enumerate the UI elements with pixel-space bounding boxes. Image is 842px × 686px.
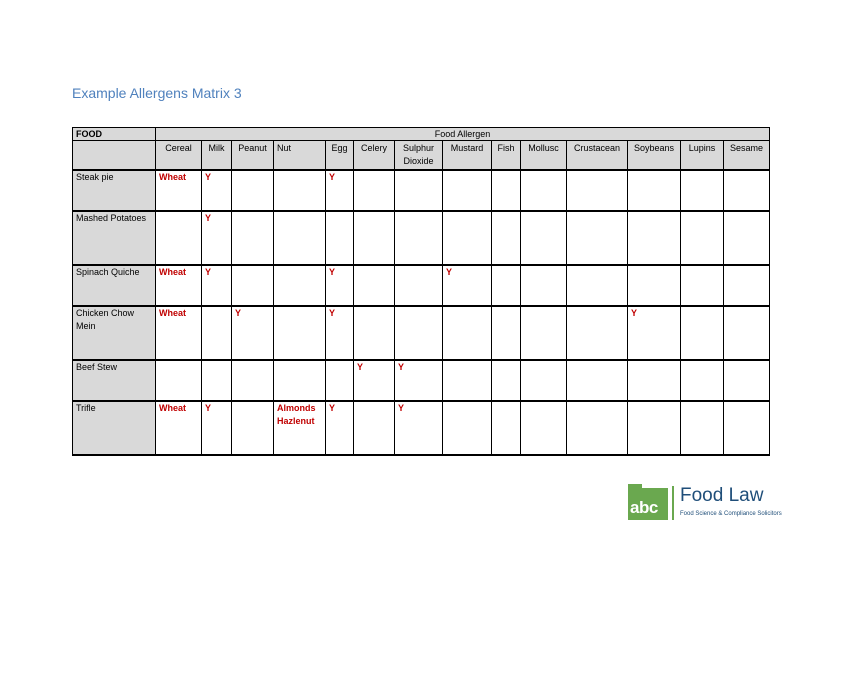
table-row <box>73 360 770 401</box>
allergen-value-cell: Y <box>395 401 443 455</box>
allergen-header: Cereal <box>156 141 202 171</box>
allergen-value-cell <box>724 211 770 265</box>
allergen-header: Celery <box>354 141 395 171</box>
allergen-value-cell: Y <box>628 306 681 360</box>
allergen-value-cell <box>156 211 202 265</box>
allergen-value-cell <box>724 360 770 401</box>
table-row <box>73 265 770 306</box>
food-name-cell: Mashed Potatoes <box>73 211 156 265</box>
logo-mark <box>628 488 668 520</box>
allergen-value-cell <box>521 306 567 360</box>
food-column-header: FOOD <box>73 128 156 141</box>
allergen-value-cell <box>492 211 521 265</box>
allergen-value-cell <box>492 401 521 455</box>
allergen-value-cell <box>521 170 567 211</box>
allergen-value-cell: Y <box>326 306 354 360</box>
allergen-value-cell <box>681 401 724 455</box>
allergen-value-cell: Almonds Hazlenut <box>274 401 326 455</box>
allergen-value-cell <box>628 265 681 306</box>
allergen-value-cell <box>326 211 354 265</box>
allergen-value-cell <box>443 306 492 360</box>
allergen-value-cell <box>628 170 681 211</box>
allergen-value-cell <box>521 211 567 265</box>
allergen-value-cell: Wheat <box>156 306 202 360</box>
allergen-value-cell <box>443 170 492 211</box>
allergen-value-cell <box>567 360 628 401</box>
allergen-value-cell <box>395 170 443 211</box>
logo-mark-notch <box>628 484 642 490</box>
allergen-value-cell <box>521 360 567 401</box>
allergen-value-cell <box>395 211 443 265</box>
header-row-1 <box>73 128 770 141</box>
table-row <box>73 401 770 455</box>
allergen-value-cell <box>232 211 274 265</box>
allergen-value-cell <box>492 170 521 211</box>
allergen-value-cell <box>521 265 567 306</box>
allergen-value-cell: Y <box>395 360 443 401</box>
table-row <box>73 211 770 265</box>
allergen-value-cell <box>628 211 681 265</box>
allergen-value-cell <box>567 170 628 211</box>
allergen-value-cell <box>202 306 232 360</box>
allergen-value-cell <box>567 265 628 306</box>
allergen-header: Egg <box>326 141 354 171</box>
allergen-value-cell <box>395 265 443 306</box>
allergen-value-cell <box>492 360 521 401</box>
food-name-cell: Spinach Quiche <box>73 265 156 306</box>
allergen-value-cell <box>232 401 274 455</box>
allergen-header: Sesame <box>724 141 770 171</box>
allergen-value-cell <box>443 401 492 455</box>
allergen-value-cell <box>724 306 770 360</box>
food-header-blank <box>73 141 156 171</box>
allergen-value-cell: Wheat <box>156 401 202 455</box>
allergen-value-cell: Y <box>326 401 354 455</box>
allergen-value-cell <box>567 211 628 265</box>
allergen-value-cell <box>628 360 681 401</box>
allergen-value-cell <box>274 306 326 360</box>
allergen-matrix-table <box>72 127 770 456</box>
allergen-value-cell <box>443 360 492 401</box>
allergen-value-cell <box>628 401 681 455</box>
allergen-value-cell <box>724 170 770 211</box>
allergen-header: Peanut <box>232 141 274 171</box>
allergen-value-cell: Y <box>202 170 232 211</box>
allergen-value-cell <box>395 306 443 360</box>
allergen-value-cell <box>354 265 395 306</box>
food-name-cell: Chicken Chow Mein <box>73 306 156 360</box>
allergen-value-cell <box>232 360 274 401</box>
logo-name: Food Law <box>680 485 764 506</box>
allergen-value-cell <box>232 265 274 306</box>
allergen-value-cell <box>492 306 521 360</box>
allergen-value-cell: Y <box>202 265 232 306</box>
allergen-value-cell <box>492 265 521 306</box>
allergen-value-cell <box>681 306 724 360</box>
allergen-value-cell <box>681 211 724 265</box>
allergen-value-cell: Y <box>326 265 354 306</box>
allergen-value-cell <box>274 170 326 211</box>
allergen-value-cell <box>724 265 770 306</box>
allergen-value-cell: Y <box>443 265 492 306</box>
allergen-value-cell: Wheat <box>156 170 202 211</box>
allergen-value-cell <box>681 170 724 211</box>
allergen-header: Lupins <box>681 141 724 171</box>
table-row <box>73 306 770 360</box>
food-name-cell: Trifle <box>73 401 156 455</box>
table-row <box>73 170 770 211</box>
allergen-value-cell: Y <box>202 211 232 265</box>
allergen-header: Nut <box>274 141 326 171</box>
allergen-header: Sulphur Dioxide <box>395 141 443 171</box>
allergen-value-cell <box>156 360 202 401</box>
allergen-value-cell: Y <box>202 401 232 455</box>
allergen-header: Milk <box>202 141 232 171</box>
allergen-value-cell <box>354 211 395 265</box>
allergen-value-cell <box>443 211 492 265</box>
allergen-value-cell <box>326 360 354 401</box>
allergen-value-cell <box>202 360 232 401</box>
allergen-header: Mollusc <box>521 141 567 171</box>
allergen-value-cell <box>724 401 770 455</box>
allergen-header: Mustard <box>443 141 492 171</box>
allergen-header: Soybeans <box>628 141 681 171</box>
allergen-value-cell <box>567 401 628 455</box>
logo-divider <box>672 486 674 520</box>
allergen-value-cell: Y <box>354 360 395 401</box>
allergen-value-cell <box>274 360 326 401</box>
allergen-value-cell <box>232 170 274 211</box>
page-title: Example Allergens Matrix 3 <box>72 85 242 101</box>
allergen-value-cell <box>274 211 326 265</box>
logo-tagline: Food Science & Compliance Solicitors <box>680 511 782 517</box>
allergen-value-cell <box>521 401 567 455</box>
allergen-value-cell <box>567 306 628 360</box>
allergen-value-cell <box>354 401 395 455</box>
allergen-header: Fish <box>492 141 521 171</box>
food-name-cell: Beef Stew <box>73 360 156 401</box>
food-allergen-group-header: Food Allergen <box>156 128 770 141</box>
food-name-cell: Steak pie <box>73 170 156 211</box>
allergen-value-cell <box>354 170 395 211</box>
allergen-value-cell <box>681 360 724 401</box>
allergen-value-cell <box>681 265 724 306</box>
allergen-value-cell: Wheat <box>156 265 202 306</box>
allergen-value-cell <box>354 306 395 360</box>
logo-mark-text: abc <box>630 498 658 517</box>
allergen-value-cell: Y <box>326 170 354 211</box>
header-row-2 <box>73 141 770 171</box>
allergen-header: Crustacean <box>567 141 628 171</box>
allergen-value-cell: Y <box>232 306 274 360</box>
allergen-value-cell <box>274 265 326 306</box>
